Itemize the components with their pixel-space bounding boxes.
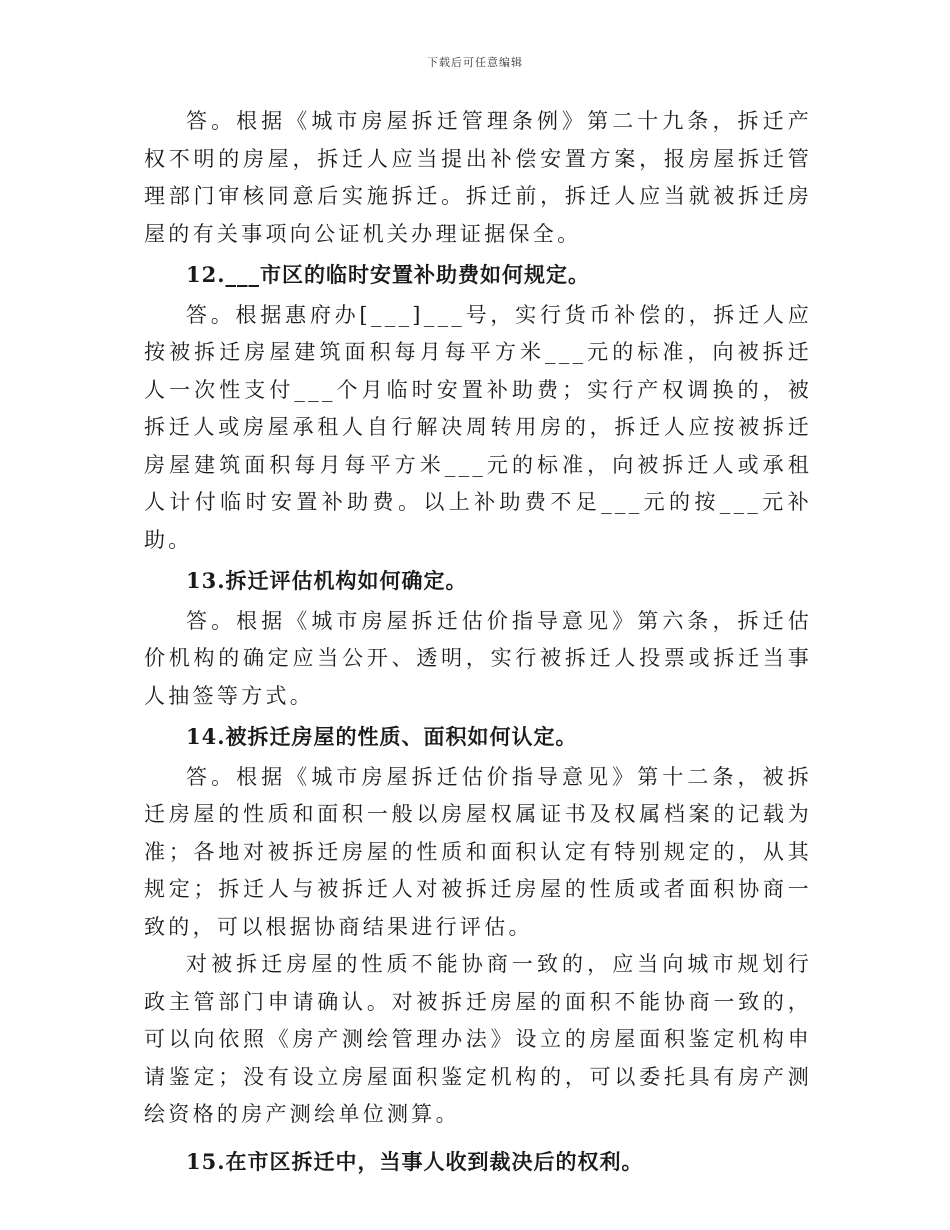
page-header: 下载后可任意编辑 xyxy=(427,56,523,69)
paragraph-answer-11: 答。根据《城市房屋拆迁管理条例》第二十九条，拆迁产权不明的房屋，拆迁人应当提出补偿安置方案，报房屋拆迁管理部门审核同意后实施拆迁。拆迁前，拆迁人应当就被拆迁房屋的有关事项向公证机关办理证据保全。 xyxy=(144,109,812,246)
paragraph-answer-14: 答。根据《城市房屋拆迁估价指导意见》第十二条，被拆迁房屋的性质和面积一般以房屋权属证书及权属档案的记载为准；各地对被拆迁房屋的性质和面积认定有特别规定的，从其规定；拆迁人与被拆迁人对被拆迁房屋的性质或者面积协商一致的，可以根据协商结果进行评估。 xyxy=(144,764,812,939)
heading-question-12: 12.___市区的临时安置补助费如何规定。 xyxy=(186,262,591,287)
paragraph-answer-13: 答。根据《城市房屋拆迁估价指导意见》第六条，拆迁估价机构的确定应当公开、透明，实行被拆迁人投票或拆迁当事人抽签等方式。 xyxy=(144,608,812,708)
heading-question-15: 15.在市区拆迁中，当事人收到裁决后的权利。 xyxy=(186,1148,644,1174)
document-body xyxy=(144,103,812,1183)
heading-question-13: 13.拆迁评估机构如何确定。 xyxy=(186,568,468,593)
paragraph-answer-14-continued: 对被拆迁房屋的性质不能协商一致的，应当向城市规划行政主管部门申请确认。对被拆迁房屋的面积不能协商一致的，可以向依照《房产测绘管理办法》设立的房屋面积鉴定机构申请鉴定；没有设立房屋面积鉴定机构的，可以委托具有房产测绘资格的房产测绘单位测算。 xyxy=(144,952,812,1126)
heading-question-14: 14.被拆迁房屋的性质、面积如何认定。 xyxy=(186,724,578,749)
paragraph-answer-12: 答。根据惠府办[___]___号，实行货币补偿的，拆迁人应按被拆迁房屋建筑面积每月每平方米___元的标准，向被拆迁人一次性支付___个月临时安置补助费；实行产权调换的，被拆迁人或房屋承租人自行解决周转用房的，拆迁人应按被拆迁房屋建筑面积每月每平方米___元的标准，向被拆迁人或承租人计付临时安置补助费。以上补助费不足___元的按___元补助。 xyxy=(144,302,812,552)
